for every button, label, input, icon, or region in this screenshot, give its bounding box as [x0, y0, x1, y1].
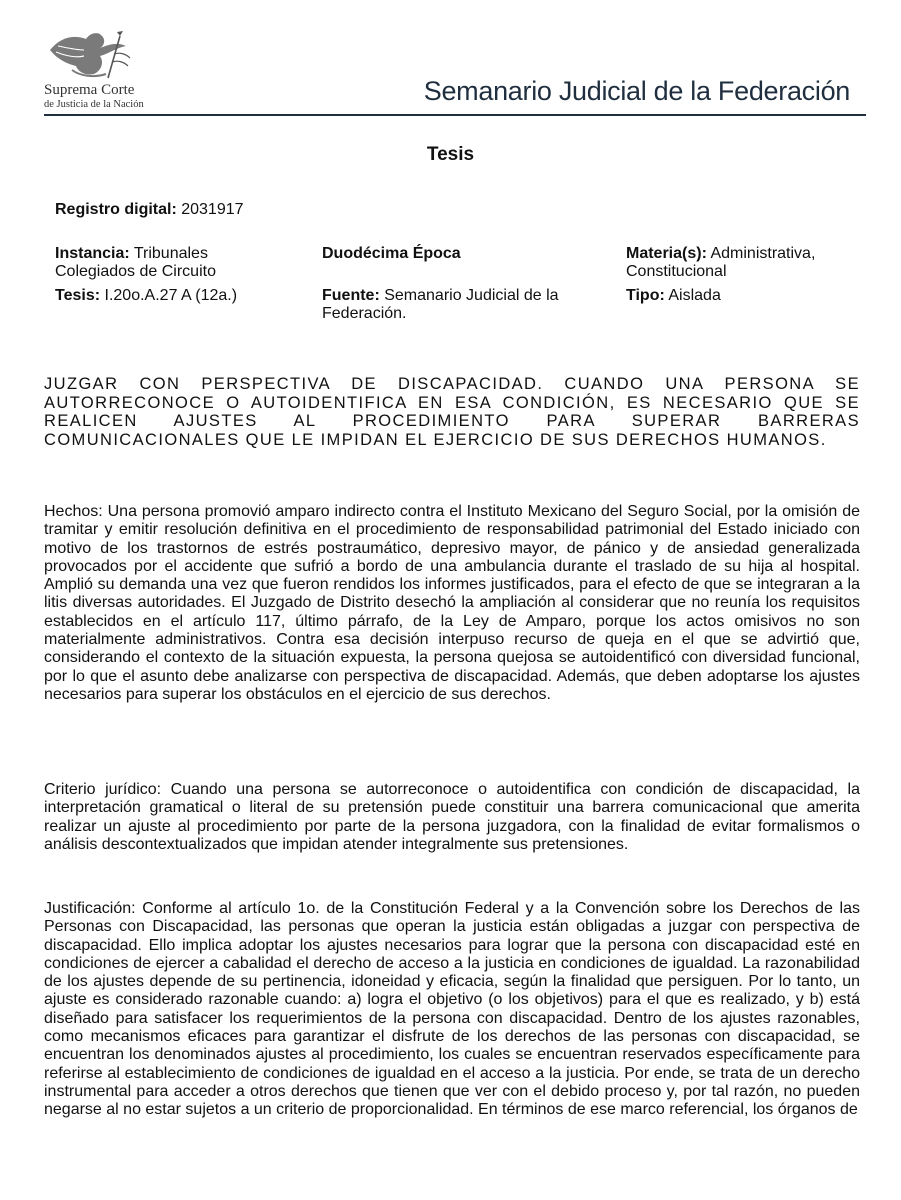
- fuente: [322, 287, 607, 323]
- document-type-title: Tesis: [426, 144, 475, 165]
- eagle-seal-icon: [46, 30, 138, 80]
- page-header: [0, 0, 901, 120]
- tesis-number: [55, 287, 237, 305]
- epoca: [322, 245, 461, 263]
- header-divider: [44, 114, 866, 116]
- paragraph-justificacion: Justificación: Conforme al artículo 1o. de la Constitución Federal y a la Convención sobre los Derechos de las Personas con Discapacidad, las personas que operan la justicia están obligadas a juzgar con perspectiva de discapacidad. Ello implica adoptar los ajustes necesarios para lograr que la persona con discapacidad esté en condiciones de ejercer a cabalidad el derecho de acceso a la justicia en condiciones de igualdad. La razonabilidad de los ajustes depende de su pertinencia, idoneidad y eficacia, según la finalidad que persiguen. Por lo tanto, un ajuste es considerado razonable cuando: a) logra el objetivo (o los objetivos) para el que es realizado, y b) está diseñado para satisfacer los requerimientos de la persona con discapacidad. Dentro de los ajustes razonables, como mecanismos eficaces para garantizar el disfrute de los derechos de las personas con discapacidad, se encuentran los denominados ajustes al procedimiento, los cuales se encuentran reservados específicamente para referirse al establecimiento de condiciones de igualdad en el acceso a la justicia. Por ende, se trata de un derecho instrumental para acceder a otros derechos que tienen que ver con el debido proceso y, por tal razón, no pueden negarse al no estar sujetos a un criterio de proporcionalidad. En términos de ese marco referencial, los órganos de: [44, 900, 860, 1119]
- tipo-value: Aislada: [668, 287, 721, 304]
- paragraph-hechos: Hechos: Una persona promovió amparo indirecto contra el Instituto Mexicano del Seguro Social, por la omisión de tramitar y emitir resolución definitiva en el procedimiento de responsabilidad patrimonial del Estado iniciado con motivo de los trastornos de estrés postraumático, depresivo mayor, de pánico y de ansiedad generalizada provocados por el accidente que sufrió a bordo de una ambulancia durante el traslado de su hija al hospital. Amplió su demanda una vez que fueron rendidos los informes justificados, para el efecto de que se integraran a la litis diversas autoridades. El Juzgado de Distrito desechó la ampliación al considerar que no reunía los requisitos establecidos en el artículo 117, último párrafo, de la Ley de Amparo, porque los actos omisivos no son materialmente administrativos. Contra esa decisión interpuso recurso de queja en el que se advirtió que, considerando el contexto de la situación expuesta, la persona quejosa se autoidentificó con diversidad funcional, por lo que el asunto debe analizarse con perspectiva de discapacidad. Además, que deben adoptarse los ajustes necesarios para superar los obstáculos en el ejercicio de sus derechos.: [44, 503, 860, 703]
- site-title: Semanario Judicial de la Federación: [423, 76, 850, 106]
- logo-name-line2: de Justicia de la Nación: [44, 99, 144, 110]
- materia: [626, 245, 866, 281]
- tesis-value: I.20o.A.27 A (12a.): [104, 287, 238, 304]
- registro-value: 2031917: [181, 201, 244, 218]
- fuente-label: Fuente:: [322, 287, 380, 304]
- paragraph-criterio-juridico: Criterio jurídico: Cuando una persona se autorreconoce o autoidentifica con condición de discapacidad, la interpretación gramatical o literal de su pretensión puede constituir una barrera comunicacional que amerita realizar un ajuste al procedimiento por parte de la persona juzgadora, con la finalidad de evitar formalismos o análisis descontextualizados que impidan atender integralmente sus pretensiones.: [44, 781, 860, 853]
- thesis-heading-rubro: JUZGAR CON PERSPECTIVA DE DISCAPACIDAD. CUANDO UNA PERSONA SE AUTORRECONOCE O AUTOIDENTIFICA EN ESA CONDICIÓN, ES NECESARIO QUE SE REALICEN AJUSTES AL PROCEDIMIENTO PARA SUPERAR BARRERAS COMUNICACIONALES QUE LE IMPIDAN EL EJERCICIO DE SUS DERECHOS HUMANOS.: [44, 375, 860, 449]
- materia-value: Administrativa, Constitucional: [626, 245, 816, 280]
- epoca-value: Duodécima Época: [322, 245, 461, 262]
- materia-label: Materia(s):: [626, 245, 707, 262]
- registro-digital: [55, 201, 244, 219]
- fuente-value: Semanario Judicial de la Federación.: [322, 287, 559, 322]
- instancia-label: Instancia:: [55, 245, 130, 262]
- tesis-label: Tesis:: [55, 287, 101, 304]
- tipo: [626, 287, 721, 305]
- tipo-label: Tipo:: [626, 287, 665, 304]
- registro-label: Registro digital:: [55, 201, 177, 218]
- logo-name-line1: Suprema Corte: [44, 82, 135, 98]
- instancia: [55, 245, 285, 281]
- instancia-value: Tribunales Colegiados de Circuito: [55, 245, 216, 280]
- scjn-logo: [44, 30, 154, 112]
